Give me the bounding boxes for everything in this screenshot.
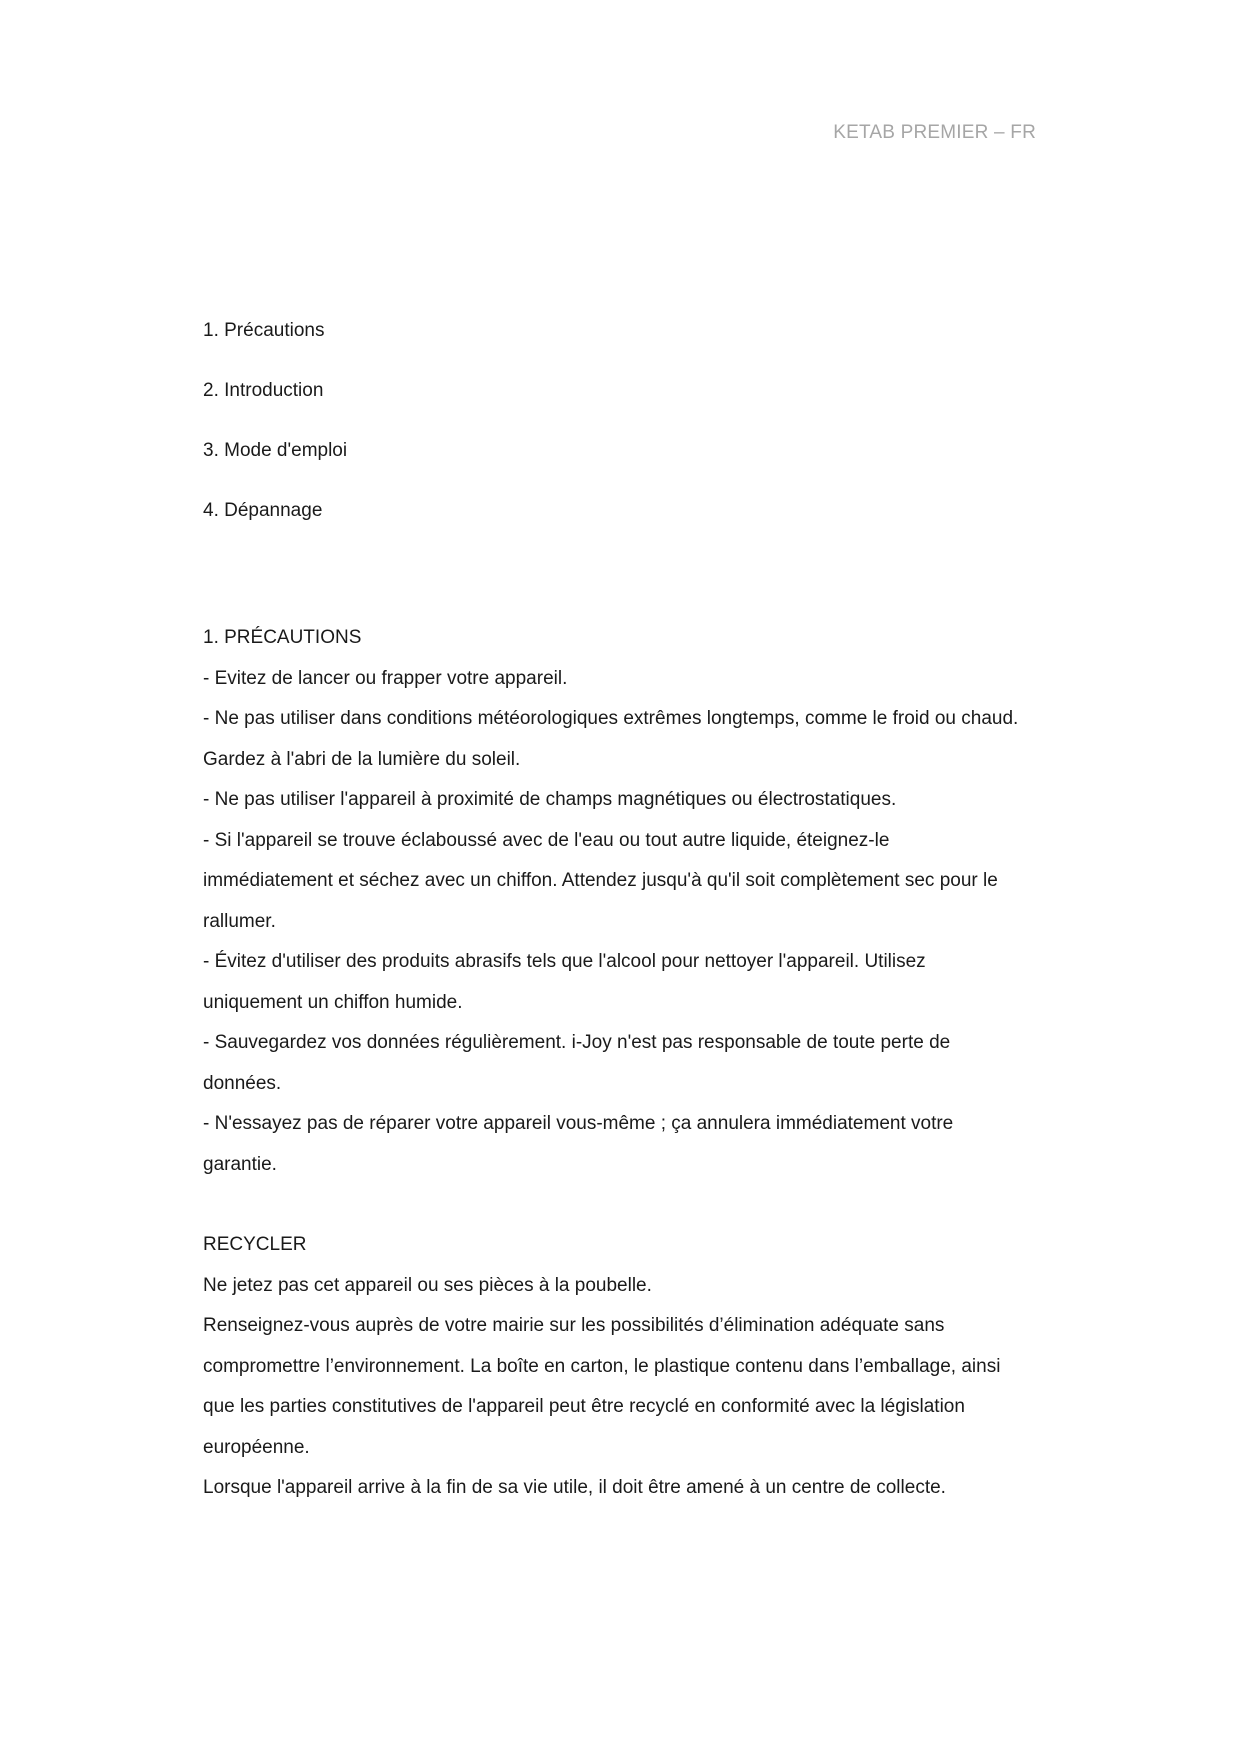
precaution-item: - Evitez de lancer ou frapper votre appareil. <box>203 667 568 689</box>
toc-item-precautions: 1. Précautions <box>203 320 325 341</box>
recycle-paragraph: Ne jetez pas cet appareil ou ses pièces à la poubelle. <box>203 1274 652 1296</box>
toc-item-mode-emploi: 3. Mode d'emploi <box>203 440 348 461</box>
precautions-section <box>203 618 1023 1185</box>
recycle-heading: RECYCLER <box>203 1234 307 1255</box>
toc-item-depannage: 4. Dépannage <box>203 500 323 521</box>
table-of-contents <box>203 318 1023 558</box>
recycle-paragraph: Lorsque l'appareil arrive à la fin de sa vie utile, il doit être amené à un centre de collecte. <box>203 1477 946 1498</box>
recycle-paragraph: Renseignez-vous auprès de votre mairie sur les possibilités d’élimination adéquate sans compromettre l’environnement. La boîte en carton, le plastique contenu dans l’emballage, ainsi que les parties constitutives de l'appareil peut être recyclé en conformité avec la législation européenne. <box>203 1315 1001 1458</box>
precaution-item: - Ne pas utiliser dans conditions météorologiques extrêmes longtemps, comme le froid ou chaud. Gardez à l'abri de la lumière du soleil. <box>203 708 1019 770</box>
page-header: KETAB PREMIER – FR <box>833 122 1036 143</box>
spacer <box>203 1185 1023 1225</box>
precaution-item: - N'essayez pas de réparer votre appareil vous-même ; ça annulera immédiatement votre garantie. <box>203 1113 954 1175</box>
precaution-item: - Ne pas utiliser l'appareil à proximité de champs magnétiques ou électrostatiques. <box>203 789 897 810</box>
precaution-item: - Sauvegardez vos données régulièrement. i-Joy n'est pas responsable de toute perte de données. <box>203 1032 951 1094</box>
page-content <box>203 318 1023 1509</box>
recycle-section <box>203 1225 1023 1509</box>
precautions-heading: 1. PRÉCAUTIONS <box>203 627 362 648</box>
precaution-item: - Si l'appareil se trouve éclaboussé avec de l'eau ou tout autre liquide, éteignez-le immédiatement et séchez avec un chiffon. Attendez jusqu'à qu'il soit complètement sec pour le rallumer. <box>203 829 998 932</box>
precaution-item: - Évitez d'utiliser des produits abrasifs tels que l'alcool pour nettoyer l'appareil. Utilisez uniquement un chiffon humide. <box>203 951 926 1013</box>
spacer <box>203 558 1023 618</box>
toc-item-introduction: 2. Introduction <box>203 380 324 401</box>
